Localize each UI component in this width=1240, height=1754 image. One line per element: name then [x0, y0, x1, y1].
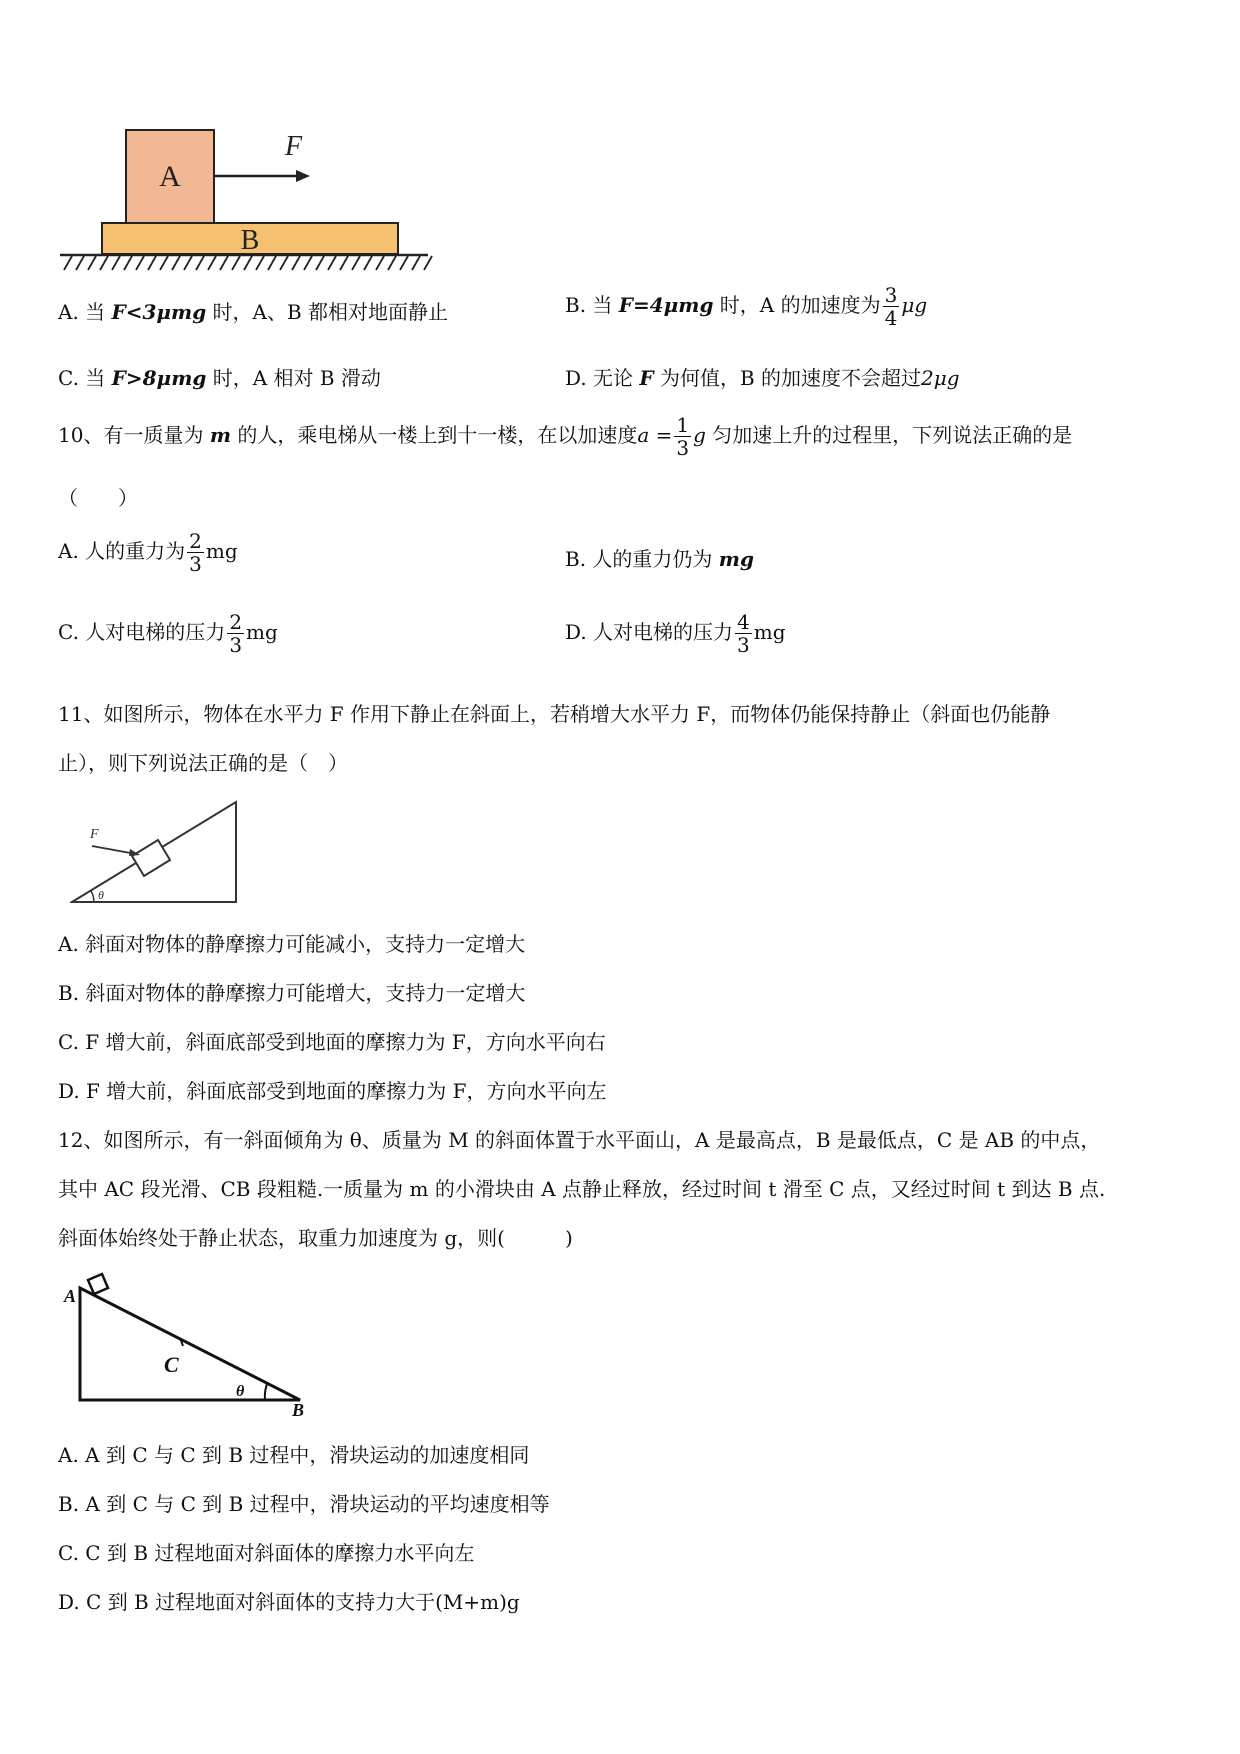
hatch-line: [304, 256, 312, 270]
hatch-line: [136, 256, 144, 270]
fraction: $\frac{2}{3}$: [189, 529, 202, 576]
hatch-line: [316, 256, 324, 270]
hatch-line: [64, 256, 72, 270]
fraction: $\frac{2}{3}$: [229, 610, 243, 657]
hatch-line: [76, 256, 84, 270]
hatch-line: [280, 256, 288, 270]
hatch-line: [220, 256, 228, 270]
angle-arc: [265, 1384, 267, 1400]
hatch-line: [292, 256, 300, 270]
q12-stem-line3: 斜面体始终处于静止状态，取重力加速度为 g，则( ): [58, 1226, 573, 1250]
block-b-label: B: [240, 225, 260, 256]
q11-figure: [70, 798, 245, 908]
angle-label: θ: [236, 1383, 245, 1400]
q11-option-d: D. F 增大前，斜面底部受到地面的摩擦力为 F，方向水平向左: [58, 1079, 607, 1103]
hatch-line: [412, 256, 420, 270]
q12-stem-line1: 12、如图所示，有一斜面倾角为 θ、质量为 M 的斜面体置于水平面山，A 是最高点，B 是最低点，C 是 AB 的中点，: [58, 1128, 1101, 1152]
slider-block: [88, 1274, 108, 1294]
q11-option-a: A. 斜面对物体的静摩擦力可能减小，支持力一定增大: [58, 932, 526, 956]
hatch-line: [100, 256, 108, 270]
q12-option-b: B. A 到 C 与 C 到 B 过程中，滑块运动的平均速度相等: [58, 1492, 550, 1516]
q9-option-d: D. 无论 F 为何值，B 的加速度不会超过2μg: [565, 366, 960, 390]
hatch-line: [256, 256, 264, 270]
q9-figure: [60, 120, 440, 275]
q11-option-b: B. 斜面对物体的静摩擦力可能增大，支持力一定增大: [58, 981, 526, 1005]
angle-label: θ: [98, 888, 104, 902]
force-arrow: [92, 846, 136, 854]
hatch-line: [268, 256, 276, 270]
hatch-line: [340, 256, 348, 270]
block-a-label: A: [159, 160, 181, 193]
hatch-line: [244, 256, 252, 270]
incline: [80, 1288, 300, 1400]
q9-option-c: C. 当 F>8μmg 时，A 相对 B 滑动: [58, 366, 381, 390]
hatch-line: [172, 256, 180, 270]
point-a-label: A: [64, 1286, 77, 1306]
point-b-label: B: [292, 1400, 305, 1418]
q12-figure: [60, 1268, 310, 1418]
fraction: $\frac{3}{4}$: [884, 283, 898, 330]
q10-stem: 10、有一质量为 m 的人，乘电梯从一楼上到十一楼，在以加速度a = $\frac{1}{3}$ g 匀加速上升的过程里，下列说法正确的是: [58, 413, 1073, 460]
hatch-line: [88, 256, 96, 270]
q11-stem-line1: 11、如图所示，物体在水平力 F 作用下静止在斜面上，若稍增大水平力 F，而物体仍能保持静止（斜面也仍能静: [58, 702, 1051, 726]
force-label: F: [285, 131, 303, 162]
hatch-line: [328, 256, 336, 270]
angle-arc: [91, 891, 94, 902]
q9-option-a: A. 当 F<3μmg 时，A、B 都相对地面静止: [58, 300, 449, 324]
q11-stem-line2: 止），则下列说法正确的是（ ）: [58, 751, 348, 775]
point-c-label: C: [164, 1352, 179, 1377]
q10-option-a: A. 人的重力为 $\frac{2}{3}$ mg: [58, 529, 238, 576]
fraction: $\frac{4}{3}$: [737, 610, 750, 657]
hatch-line: [208, 256, 216, 270]
q12-stem-line2: 其中 AC 段光滑、CB 段粗糙.一质量为 m 的小滑块由 A 点静止释放，经过时间 t 滑至 C 点，又经过时间 t 到达 B 点.: [58, 1177, 1106, 1201]
hatch-line: [352, 256, 360, 270]
hatch-line: [124, 256, 132, 270]
q10-option-b: B. 人的重力仍为 mg: [565, 547, 754, 571]
hatch-line: [400, 256, 408, 270]
q12-option-c: C. C 到 B 过程地面对斜面体的摩擦力水平向左: [58, 1541, 475, 1565]
hatch-line: [376, 256, 384, 270]
q11-option-c: C. F 增大前，斜面底部受到地面的摩擦力为 F，方向水平向右: [58, 1030, 606, 1054]
hatch-line: [148, 256, 156, 270]
force-label: F: [90, 827, 99, 842]
q10-option-d: D. 人对电梯的压力 $\frac{4}{3}$ mg: [565, 610, 786, 657]
hatch-line: [184, 256, 192, 270]
q12-option-a: A. A 到 C 与 C 到 B 过程中，滑块运动的加速度相同: [58, 1443, 530, 1467]
q12-option-d: D. C 到 B 过程地面对斜面体的支持力大于(M+m)g: [58, 1590, 520, 1614]
hatch-line: [388, 256, 396, 270]
hatch-line: [112, 256, 120, 270]
hatch-line: [196, 256, 204, 270]
q10-paren: （ ）: [58, 486, 138, 510]
hatch-line: [232, 256, 240, 270]
q9-option-b: B. 当 F=4μmg 时，A 的加速度为 $\frac{3}{4}$ μg: [565, 283, 928, 330]
q10-option-c: C. 人对电梯的压力 $\frac{2}{3}$ mg: [58, 610, 278, 657]
hatch-line: [424, 256, 432, 270]
force-arrowhead: [296, 170, 310, 182]
hatch-line: [364, 256, 372, 270]
fraction: $\frac{1}{3}$: [676, 413, 690, 460]
hatch-line: [160, 256, 168, 270]
ground-hatching: [64, 256, 432, 270]
